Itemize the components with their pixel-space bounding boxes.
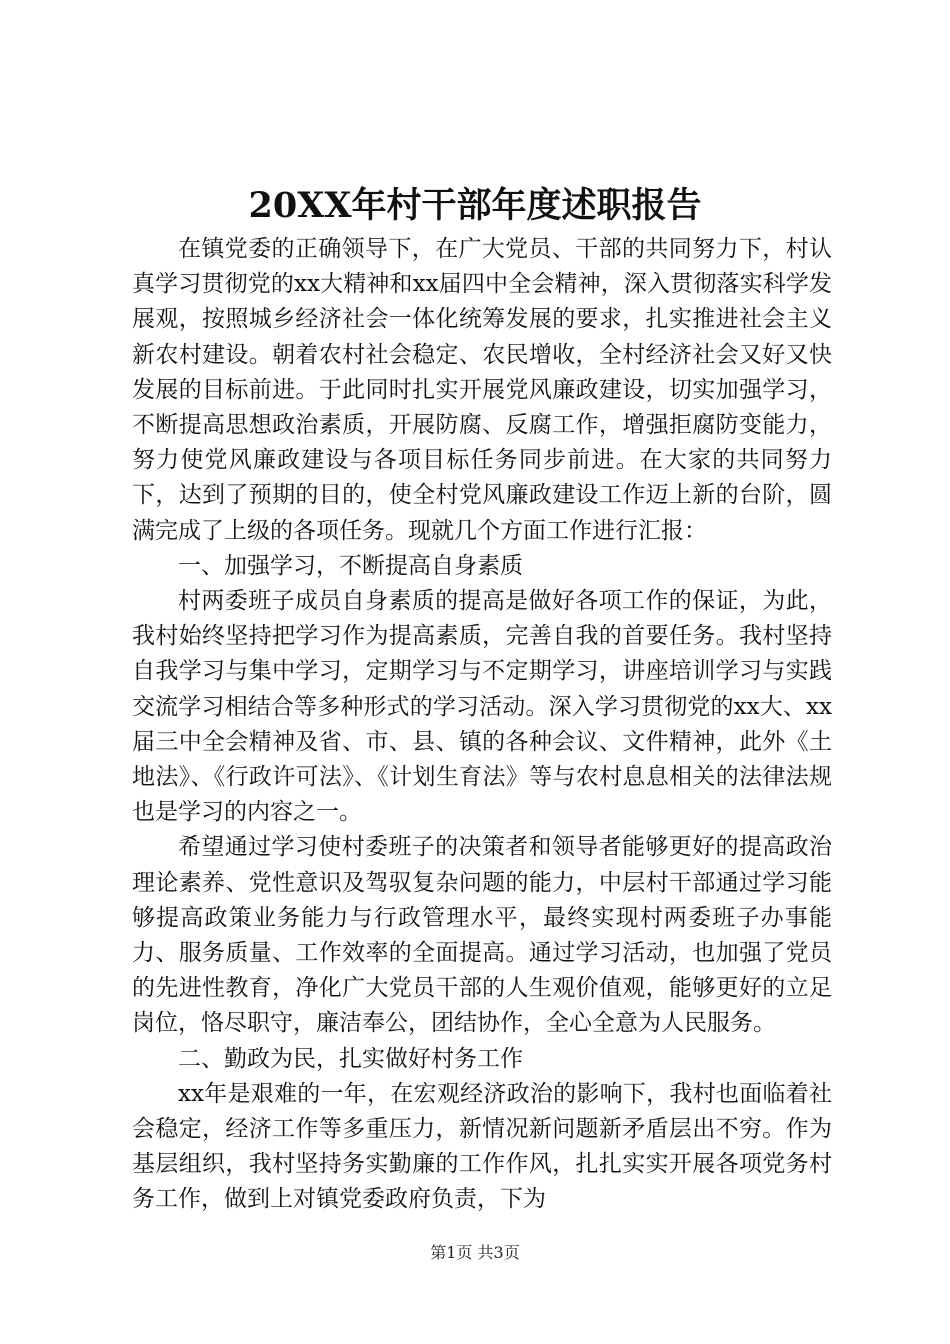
page-number-footer: 第1页 共3页 — [430, 1243, 520, 1262]
paragraph-study-2: 希望通过学习使村委班子的决策者和领导者能够更好的提高政治理论素养、党性意识及驾驭复杂问题的能力，中层村干部通过学习能够提高政策业务能力与行政管理水平，最终实现村两委班子办事能力、服务质量、工作效率的全面提高。通过学习活动，也加强了党员的先进性教育，净化广大党员干部的人生观价值观，能够更好的立足岗位，恪尽职守，廉洁奉公，团结协作，全心全意为人民服务。 — [132, 834, 832, 1037]
document-title: 20XX年村干部年度述职报告 — [248, 185, 702, 226]
paragraph-intro: 在镇党委的正确领导下，在广大党员、干部的共同努力下，村认真学习贯彻党的xx大精神和xx届四中全会精神，深入贯彻落实科学发展观，按照城乡经济社会一体化统筹发展的要求，扎实推进社会主义新农村建设。朝着农村社会稳定、农民增收，全村经济社会又好又快发展的目标前进。于此同时扎实开展党风廉政建设，切实加强学习，不断提高思想政治素质，开展防腐、反腐工作，增强拒腐防变能力，努力使党风廉政建设与各项目标任务同步前进。在大家的共同努力下，达到了预期的目的，使全村党风廉政建设工作迈上新的台阶，圆满完成了上级的各项任务。现就几个方面工作进行汇报： — [132, 236, 832, 544]
paragraph-village-work: xx年是艰难的一年，在宏观经济政治的影响下，我村也面临着社会稳定，经济工作等多重压力，新情况新问题新矛盾层出不穷。作为基层组织，我村坚持务实勤廉的工作作风，扎扎实实开展各项党务村务工作，做到上对镇党委政府负责，下为 — [132, 1080, 832, 1213]
section-heading-1: 一、加强学习，不断提高自身素质 — [178, 552, 523, 579]
paragraph-study-1: 村两委班子成员自身素质的提高是做好各项工作的保证，为此，我村始终坚持把学习作为提高素质，完善自我的首要任务。我村坚持自我学习与集中学习，定期学习与不定期学习，讲座培训学习与实践交流学习相结合等多种形式的学习活动。深入学习贯彻党的xx大、xx届三中全会精神及省、市、县、镇的各种会议、文件精神，此外《土地法》、《行政许可法》、《计划生育法》等与农村息息相关的法律法规也是学习的内容之一。 — [132, 588, 832, 826]
section-heading-2: 二、勤政为民，扎实做好村务工作 — [178, 1045, 523, 1072]
document-body — [132, 232, 832, 1218]
